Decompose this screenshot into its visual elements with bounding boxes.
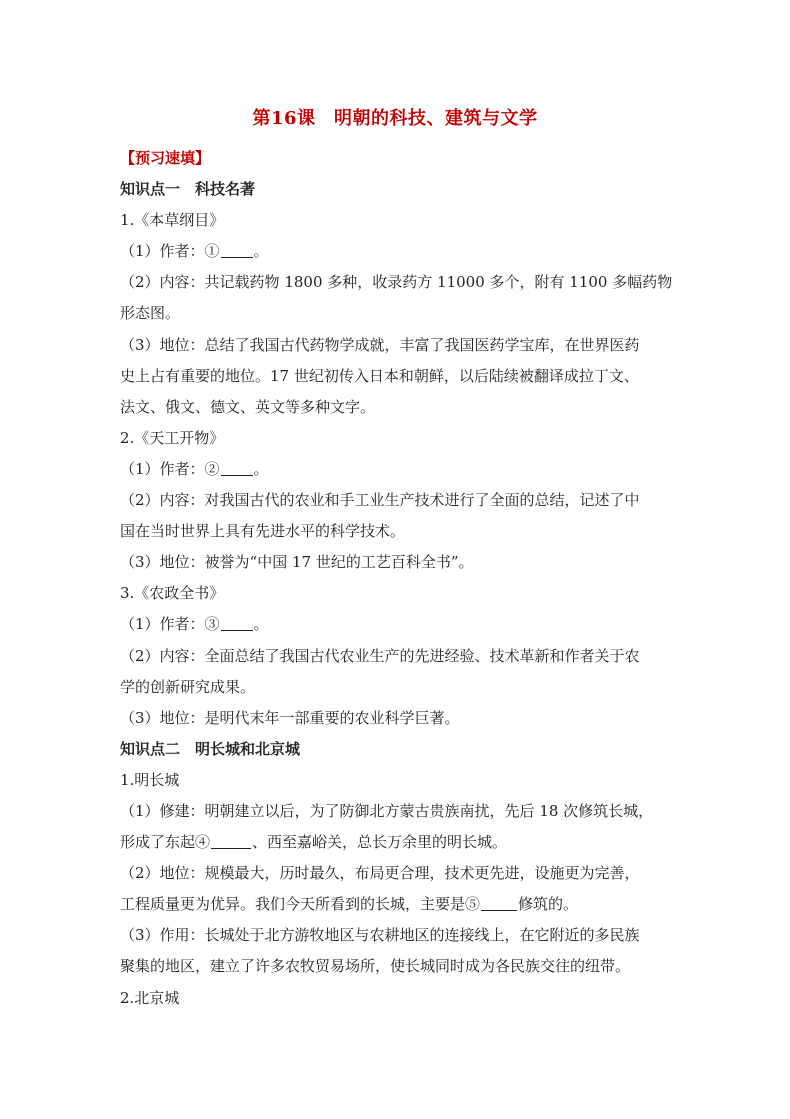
effect-line: （3）作用：长城处于北方游牧地区与农耕地区的连接线上，在它附近的多民族 bbox=[120, 926, 640, 945]
document-body bbox=[120, 143, 680, 1014]
build-line bbox=[120, 827, 680, 858]
content-line: 学的创新研究成果。 bbox=[120, 677, 256, 696]
status-line: （3）地位：是明代末年一部重要的农业科学巨著。 bbox=[120, 708, 460, 727]
status-suffix: 修筑的。 bbox=[518, 895, 579, 914]
status-line: 法文、俄文、德文、英文等多种文字。 bbox=[120, 397, 376, 416]
author-line bbox=[120, 454, 680, 485]
item-title: 3.《农政全书》 bbox=[120, 584, 225, 603]
author-label: （1）作者：③ bbox=[120, 615, 220, 634]
fill-blank-2[interactable] bbox=[221, 460, 253, 476]
build-line: （1）修建：明朝建立以后，为了防御北方蒙古贵族南扰，先后 18 次修筑长城， bbox=[120, 801, 654, 820]
content-line: 形态图。 bbox=[120, 304, 181, 323]
fill-blank-4[interactable] bbox=[211, 833, 251, 849]
status-line: 史上占有重要的地位。17 世纪初传入日本和朝鲜，以后陆续被翻译成拉丁文、 bbox=[120, 366, 639, 385]
author-label: （1）作者：② bbox=[120, 459, 220, 478]
build-suffix: 、西至嘉峪关，总长万余里的明长城。 bbox=[252, 833, 508, 852]
item-title: 1.明长城 bbox=[120, 770, 180, 789]
preview-section-tag: 【预习速填】 bbox=[120, 149, 211, 167]
content-line: （2）内容：共记载药物 1800 多种，收录药方 11000 多个，附有 1100 多幅药物 bbox=[120, 273, 673, 292]
content-line: （2）内容：全面总结了我国古代农业生产的先进经验、技术革新和作者关于农 bbox=[120, 646, 640, 665]
status-prefix: 工程质量更为优异。我们今天所看到的长城，主要是⑤ bbox=[120, 895, 481, 914]
status-line bbox=[120, 889, 680, 920]
build-prefix: 形成了东起④ bbox=[120, 833, 211, 852]
author-line bbox=[120, 236, 680, 267]
author-suffix: 。 bbox=[253, 242, 269, 261]
item-title: 2.北京城 bbox=[120, 988, 180, 1007]
content-line: 国在当时世界上具有先进水平的科学技术。 bbox=[120, 522, 406, 541]
fill-blank-1[interactable] bbox=[221, 242, 253, 258]
author-suffix: 。 bbox=[253, 615, 269, 634]
item-title: 1.《本草纲目》 bbox=[120, 211, 225, 230]
fill-blank-3[interactable] bbox=[221, 615, 253, 631]
fill-blank-5[interactable] bbox=[481, 895, 517, 911]
knowledge-point-1-heading: 知识点一 科技名著 bbox=[120, 180, 256, 199]
status-line: （3）地位：总结了我国古代药物学成就，丰富了我国医药学宝库，在世界医药 bbox=[120, 335, 640, 354]
lesson-title: 第16课 明朝的科技、建筑与文学 bbox=[252, 108, 538, 129]
status-line: （3）地位：被誉为“中国 17 世纪的工艺百科全书”。 bbox=[120, 553, 474, 572]
content-line: （2）内容：对我国古代的农业和手工业生产技术进行了全面的总结，记述了中 bbox=[120, 491, 640, 510]
author-suffix: 。 bbox=[253, 459, 269, 478]
effect-line: 聚集的地区，建立了许多农牧贸易场所，使长城同时成为各民族交往的纽带。 bbox=[120, 957, 631, 976]
knowledge-point-2-heading: 知识点二 明长城和北京城 bbox=[120, 739, 301, 758]
item-title: 2.《天工开物》 bbox=[120, 428, 225, 447]
status-line: （2）地位：规模最大，历时最久，布局更合理，技术更先进，设施更为完善， bbox=[120, 864, 640, 883]
author-line bbox=[120, 609, 680, 640]
author-label: （1）作者：① bbox=[120, 242, 220, 261]
